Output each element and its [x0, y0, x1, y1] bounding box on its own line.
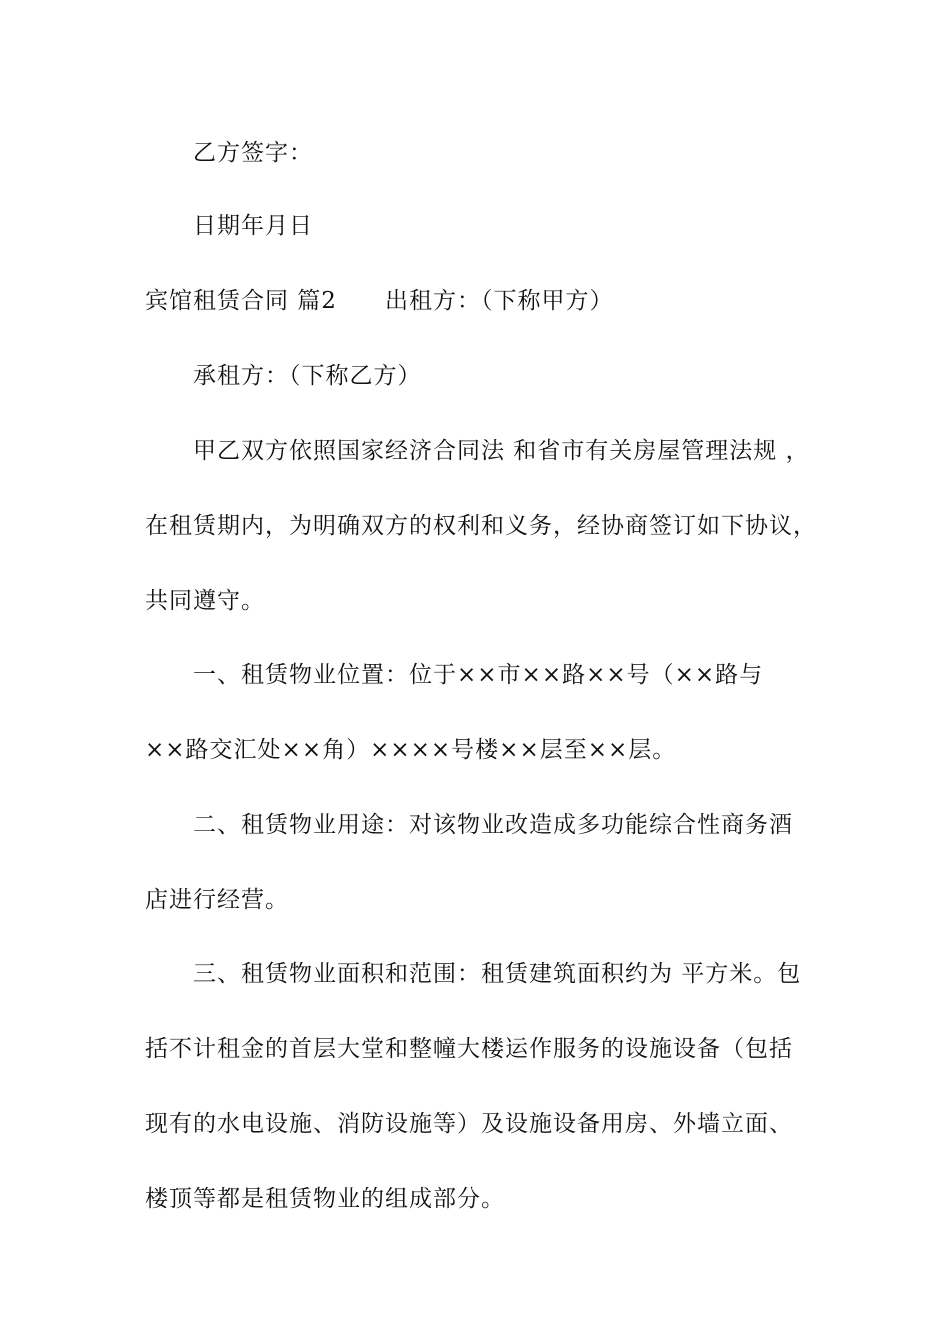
clause-2-line-1: 二、租赁物业用途：对该物业改造成多功能综合性商务酒 [193, 812, 793, 838]
clause-3-line-1: 三、租赁物业面积和范围：租赁建筑面积约为 平方米。包 [193, 961, 802, 987]
contract-heading-line [145, 286, 825, 316]
clause-3-line-2: 括不计租金的首层大堂和整幢大楼运作服务的设施设备（包括 [145, 1036, 793, 1062]
lessor-line: 出租方：（下称甲方） [384, 288, 614, 314]
date-line: 日期年月日 [193, 213, 313, 239]
lessee-line: 承租方：（下称乙方） [193, 363, 422, 389]
clause-2-line-2: 店进行经营。 [145, 887, 289, 913]
clause-3-line-4: 楼顶等都是租赁物业的组成部分。 [145, 1186, 505, 1212]
party-b-signature-line: 乙方签字： [193, 140, 313, 166]
contract-title: 宾馆租赁合同 篇2 [145, 288, 337, 314]
paragraph-intro-line-3: 共同遵守。 [145, 588, 265, 614]
clause-1-line-2: ××路交汇处××角）××××号楼××层至××层。 [145, 737, 677, 763]
paragraph-intro-line-2: 在租赁期内，为明确双方的权利和义务，经协商签订如下协议， [145, 513, 817, 539]
clause-1-line-1: 一、租赁物业位置：位于××市××路××号（××路与 [193, 662, 764, 688]
paragraph-intro-line-1: 甲乙双方依照国家经济合同法 和省市有关房屋管理法规 ， [193, 438, 810, 464]
clause-3-line-3: 现有的水电设施、消防设施等）及设施设备用房、外墙立面、 [145, 1111, 793, 1137]
